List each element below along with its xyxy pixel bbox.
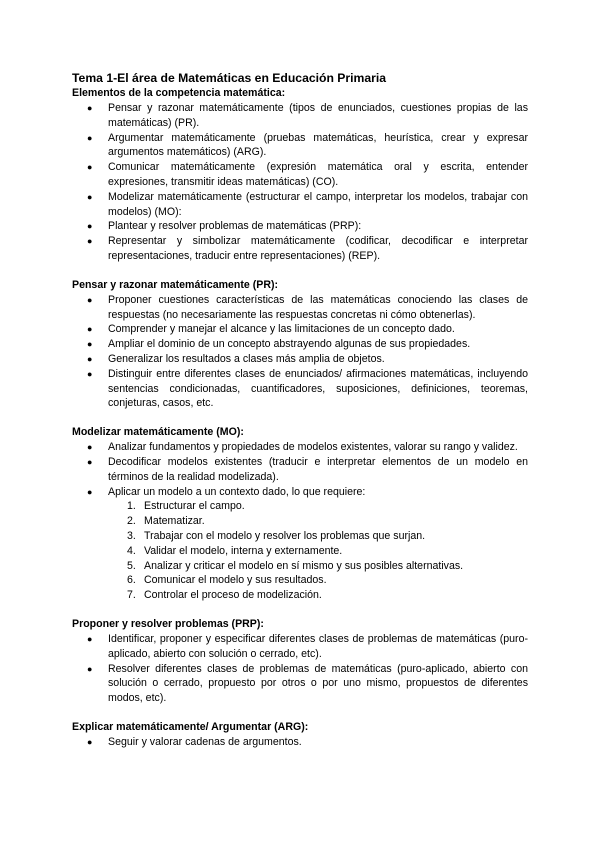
list-item: ● Decodificar modelos existentes (traducir e interpretar elementos de un modelo en términos de la realidad modelizada).	[87, 455, 528, 483]
bullet-icon: ●	[87, 486, 93, 497]
bullet-list-argumentar	[72, 735, 528, 750]
step-number: 1.	[127, 500, 136, 513]
bullet-icon: ●	[87, 353, 93, 364]
list-item: ● Argumentar matemáticamente (pruebas matemáticas, heurística, crear y expresar argumentos matemáticos) (ARG).	[87, 131, 528, 159]
bullet-icon: ●	[87, 236, 93, 247]
bullet-icon: ●	[87, 294, 93, 305]
bullet-icon: ●	[87, 339, 93, 350]
section-heading-resolver-problemas: Proponer y resolver problemas (PRP):	[72, 617, 264, 630]
list-item: ● Aplicar un modelo a un contexto dado, lo que requiere:	[87, 485, 366, 498]
bullet-icon: ●	[87, 191, 93, 202]
step-number: 4.	[127, 544, 136, 557]
numbered-item: 2. Matematizar.	[127, 515, 205, 528]
numbered-item: 6. Comunicar el modelo y sus resultados.	[127, 574, 327, 587]
bullet-icon: ●	[87, 736, 93, 747]
list-item: ● Comprender y manejar el alcance y las limitaciones de un concepto dado.	[87, 323, 455, 336]
document-title: Tema 1-El área de Matemáticas en Educación Primaria	[72, 71, 387, 85]
step-number: 5.	[127, 559, 136, 572]
list-item: ● Generalizar los resultados a clases más amplia de objetos.	[87, 352, 385, 365]
bullet-list-pensar-razonar	[72, 293, 528, 411]
bullet-icon: ●	[87, 132, 93, 143]
section-heading-pensar-razonar: Pensar y razonar matemáticamente (PR):	[72, 278, 279, 291]
list-item: ● Distinguir entre diferentes clases de enunciados/ afirmaciones matemáticas, incluyendo sentencias condicionadas, cuantificadores, suposiciones, definiciones, teoremas, conjeturas, casos, etc.	[87, 367, 528, 410]
bullet-icon: ●	[87, 162, 93, 173]
step-number: 6.	[127, 574, 136, 587]
bullet-list-resolver-problemas	[72, 632, 528, 706]
step-number: 3.	[127, 529, 136, 542]
list-item: ● Seguir y valorar cadenas de argumentos.	[87, 735, 302, 748]
section-heading-argumentar: Explicar matemáticamente/ Argumentar (ARG):	[72, 720, 309, 733]
bullet-icon: ●	[87, 324, 93, 335]
list-item: ● Plantear y resolver problemas de matemáticas (PRP):	[87, 220, 362, 233]
list-item: ● Proponer cuestiones características de las matemáticas conociendo las clases de respuestas (no necesariamente las respuestas concretas ni cómo obtenerlas).	[87, 293, 528, 321]
numbered-list-modelo-steps	[72, 499, 528, 603]
document-body	[72, 71, 528, 750]
bullet-icon: ●	[87, 103, 93, 113]
step-number: 7.	[127, 589, 136, 602]
bullet-icon: ●	[87, 368, 93, 379]
list-item: ● Pensar y razonar matemáticamente (tipos de enunciados, cuestiones propias de las matemáticas) (PR).	[87, 102, 528, 129]
list-item: ● Representar y simbolizar matemáticamente (codificar, decodificar e interpretar representaciones, traducir entre representaciones) (REP).	[87, 235, 528, 262]
bullet-icon: ●	[87, 221, 93, 232]
list-item: ● Modelizar matemáticamente (estructurar el campo, interpretar los modelos, trabajar con modelos) (MO):	[87, 190, 528, 218]
numbered-item: 7. Controlar el proceso de modelización.	[127, 589, 322, 602]
bullet-icon: ●	[87, 663, 93, 674]
list-item: ● Comunicar matemáticamente (expresión matemática oral y escrita, entender expresiones, transmitir ideas matemáticas) (CO).	[87, 161, 528, 188]
list-item: ● Ampliar el dominio de un concepto abstrayendo algunas de sus propiedades.	[87, 338, 471, 351]
numbered-item: 5. Analizar y criticar el modelo en sí mismo y sus posibles alternativas.	[127, 559, 464, 572]
step-number: 2.	[127, 515, 136, 528]
section-heading-elementos: Elementos de la competencia matemática:	[72, 87, 286, 99]
numbered-item: 1. Estructurar el campo.	[127, 500, 245, 513]
section-heading-modelizar: Modelizar matemáticamente (MO):	[72, 426, 244, 439]
bullet-icon: ●	[87, 456, 93, 467]
list-item: ● Identificar, proponer y especificar diferentes clases de problemas de matemáticas (puro-aplicado, abierto con solución o cerrado, etc).	[87, 632, 528, 660]
bullet-icon: ●	[87, 633, 93, 644]
numbered-item: 3. Trabajar con el modelo y resolver los problemas que surjan.	[127, 529, 426, 542]
bullet-list-modelizar	[72, 440, 528, 499]
bullet-icon: ●	[87, 442, 93, 453]
list-item: ● Resolver diferentes clases de problemas de matemáticas (puro-aplicado, abierto con solución o cerrado, propuesto por otros o por uno mismo, propuestos de diferentes modos, etc).	[87, 662, 528, 705]
numbered-item: 4. Validar el modelo, interna y externamente.	[127, 544, 343, 557]
bullet-list-elementos	[72, 101, 528, 264]
list-item: ● Analizar fundamentos y propiedades de modelos existentes, valorar su rango y validez.	[87, 441, 518, 454]
